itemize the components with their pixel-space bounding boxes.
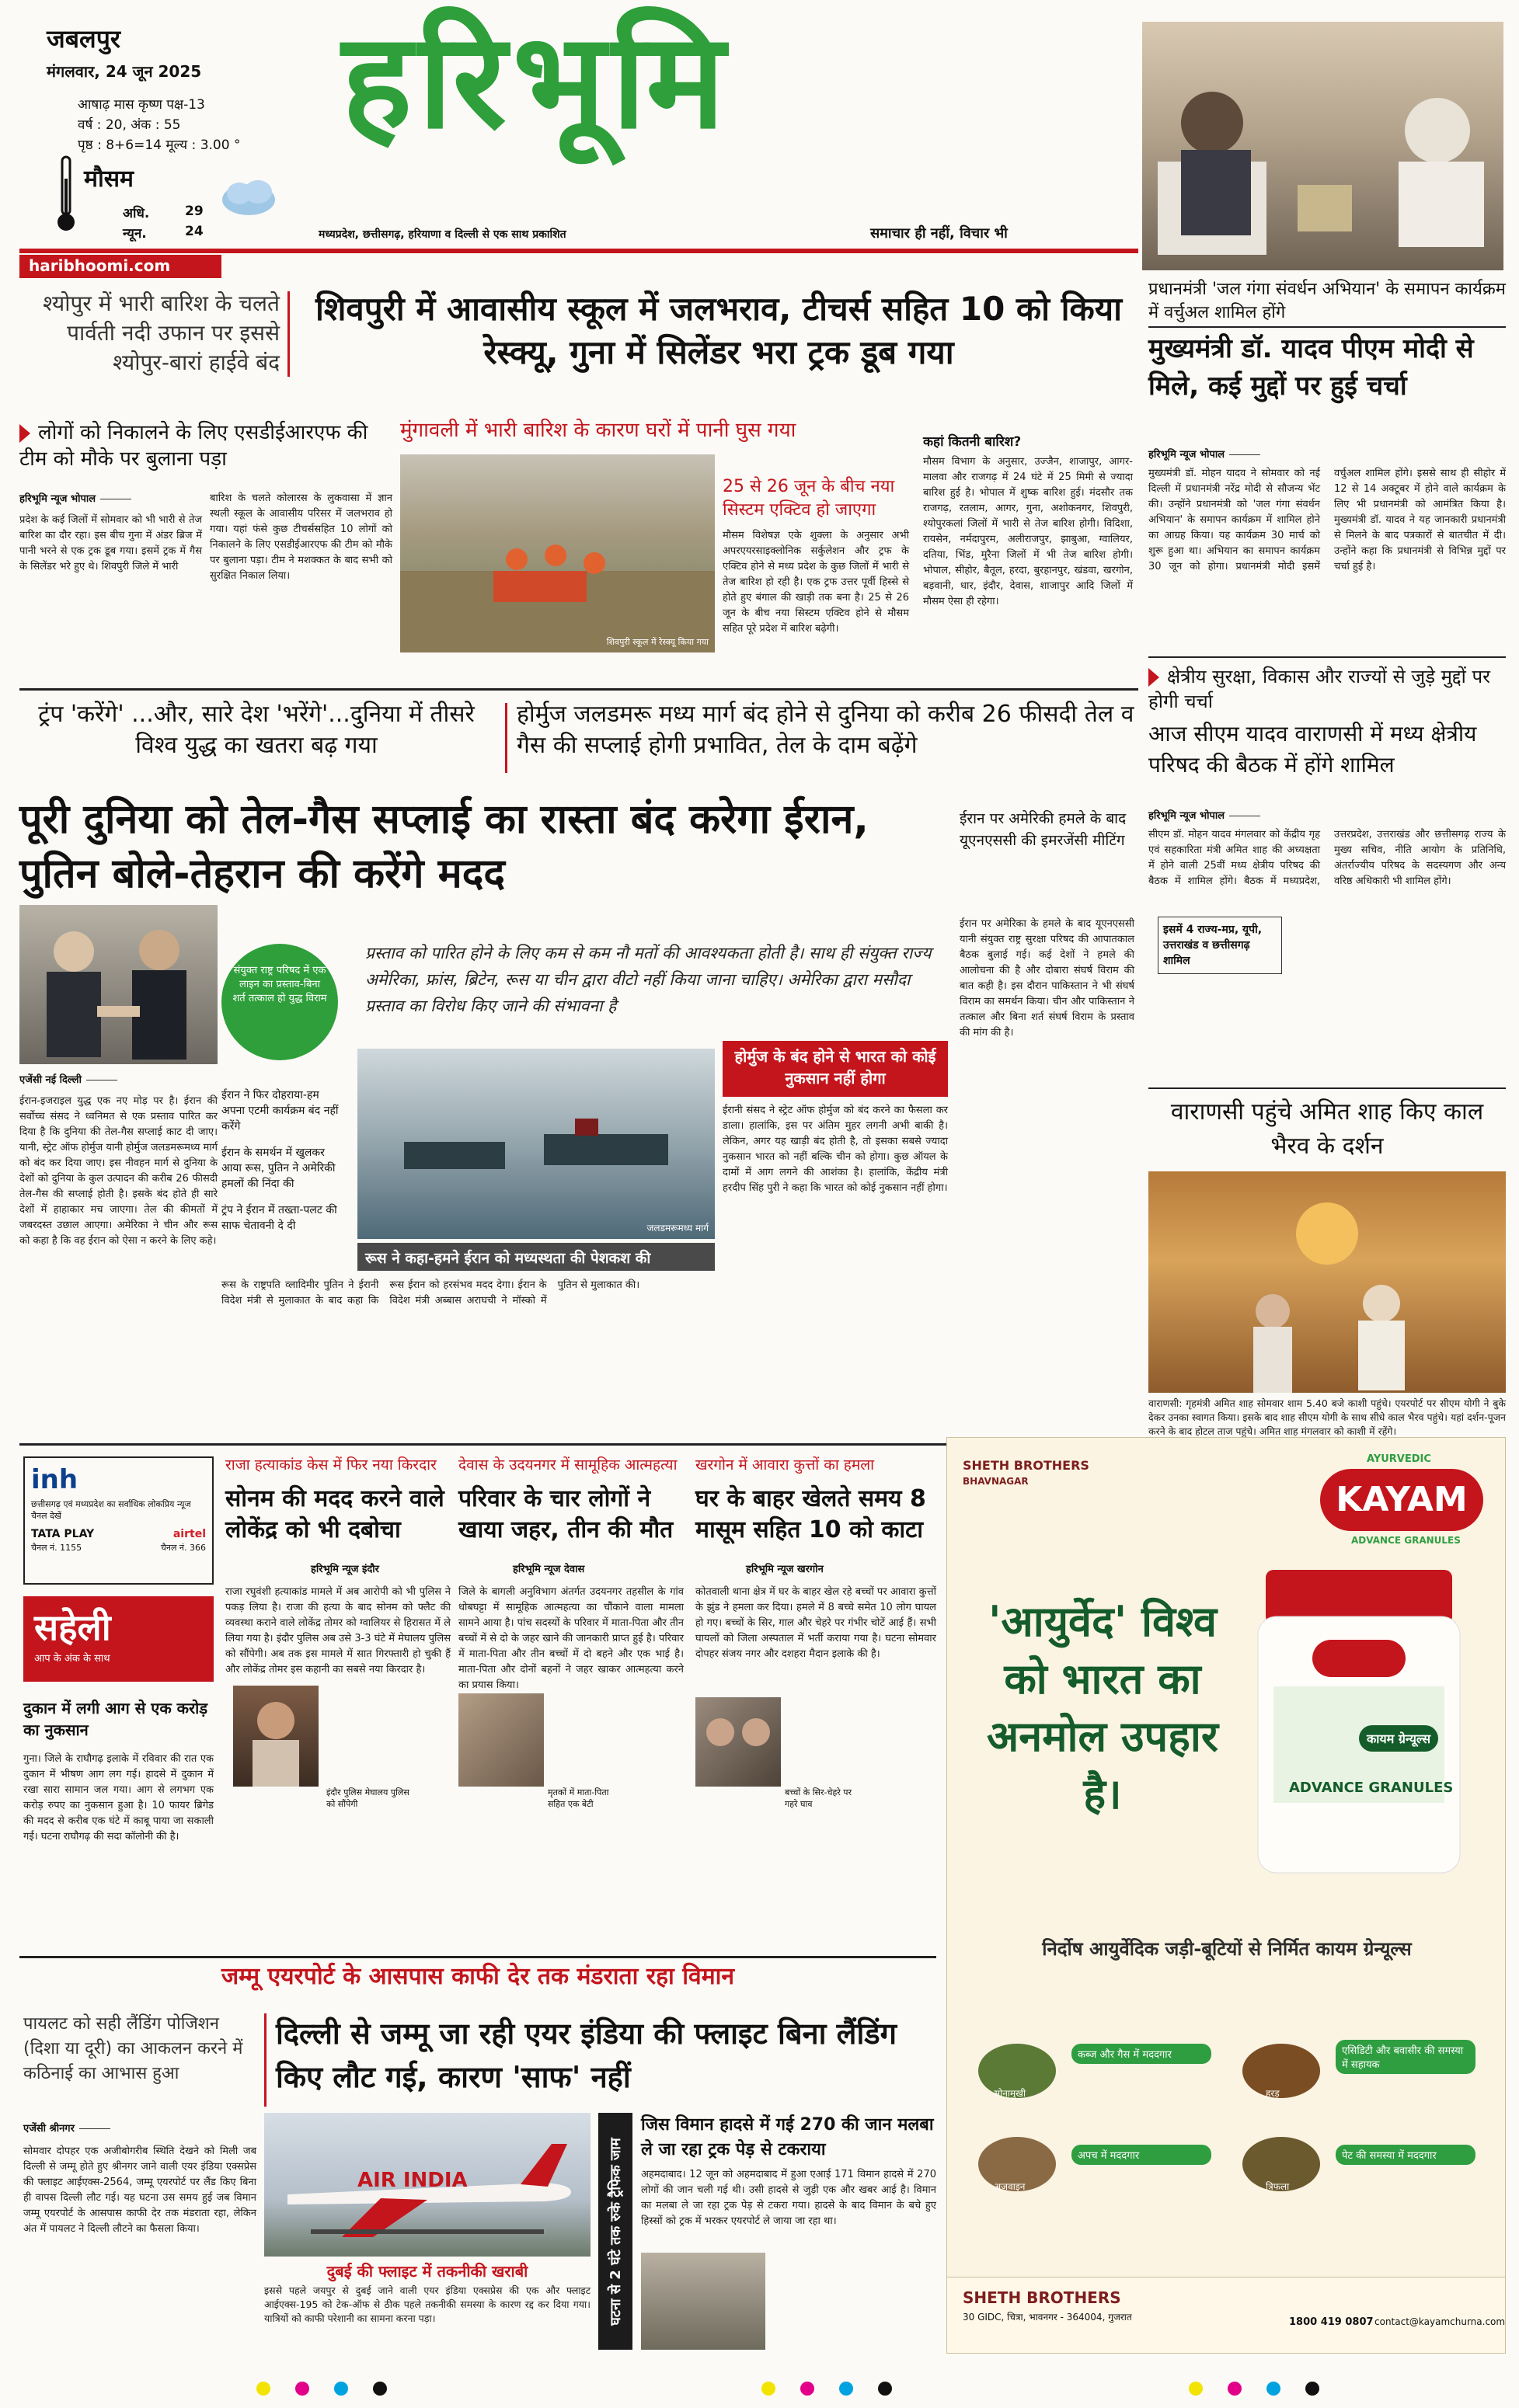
ships-caption: जलडमरूमध्य मार्ग bbox=[646, 1223, 709, 1234]
hormuz-box: होर्मुज के बंद होने से भारत को कोई नुकसान नहीं होगा bbox=[723, 1041, 948, 1097]
divider bbox=[287, 291, 290, 377]
jar-label: कायम ग्रेन्यूल्स bbox=[1359, 1725, 1438, 1752]
varanasi-headline: वाराणसी पहुंचे अमित शाह किए काल भैरव के दर्शन bbox=[1170, 1098, 1484, 1160]
herb-2 bbox=[1235, 2028, 1483, 2106]
dubai-body: इससे पहले जयपुर से दुबई जाने वाली एयर इंडिया एक्सप्रेस की एक और फ्लाइट आईएक्स-195 को टेक-ऑफ से ठीक पहले तकनीकी समस्या के कारण रद्द कर दिया गया। यात्रियों को काफी परेशानी का सामना करना पड़ा। bbox=[264, 2284, 591, 2324]
divider bbox=[1148, 656, 1506, 658]
jammu-byline: एजेंसी श्रीनगर bbox=[23, 2121, 110, 2135]
divider bbox=[1148, 326, 1506, 328]
un-body: ईरान पर अमेरिका के हमले के बाद यूएनएससी यानी संयुक्त राष्ट्र सुरक्षा परिषद की आपातकाल बैठक बुलाई गई। कई देशों ने हमले की आलोचना की है और दोबारा संघर्ष विराम की बात कही है। इस दौरान पाकिस्तान ने भी संघर्ष विराम का समर्थन किया। चीन और पाकिस्तान ने तत्काल और बिना शर्त संघर्ष विराम के प्रस्ताव की मांग की है। bbox=[960, 918, 1134, 1039]
herb-1 bbox=[970, 2028, 1219, 2106]
min-temp-value: 24 bbox=[185, 224, 204, 239]
divider bbox=[19, 1956, 936, 1958]
khargone-caption: बच्चों के सिर-चेहरे पर गहरे घाव bbox=[785, 1787, 852, 1809]
regional-box: इसमें 4 राज्य-मप्र, यूपी, उत्तराखंड व छत्तीसगढ़ शामिल bbox=[1158, 917, 1282, 974]
sonam-body: राजा रघुवंशी हत्याकांड मामले में अब आरोपी को भी पुलिस ने पकड़ लिया है। राजा की हत्या के बाद सोनम को फ्लैट की व्यवस्था कराने वाले लोकेंद्र तोमर को ग्वालियर से हिरासत में ले लिया गया है। इंदौर पुलिस अब उसे 3-3 घंटे में मेघालय पुलिस को सौंपेगी। अब तक इस मामले में सात गिरफ्तारी हो चुकी हैं और लोकेंद्र तोमर इस कहानी का सबसे नया किरदार है। bbox=[225, 1586, 451, 1676]
herb-text: पेट की समस्या में मददगार bbox=[1336, 2145, 1475, 2165]
rain-body: मौसम विभाग के अनुसार, उज्जैन, शाजापुर, आगर-मालवा और राजगढ़ में 24 घंटे में 25 मिमी से ज्यादा बारिश हुई है। भोपाल में शुष्क बारिश हुई। मंदसौर तक राजगढ़, रतलाम, आगर, गुना, अशोकनगर, शिवपुरी, श्योपुरकलां जिलों में भारी से तेज बारिश होगी। विदिशा, रायसेन, नर्मदापुरम, अलीराजपुर, झाबुआ, ग्वालियर, दतिया, भिंड, मुरैना जिलों में भी तेज बारिश होगी। भोपाल, सीहोर, बैतूल, हरदा, बुरहानपुर, खंडवा, खरगोन, बड़वानी, धार, इंदौर, देवास, शाजापुर आदि जिलों में मौसम ऐसा ही रहेगा। bbox=[923, 456, 1133, 607]
inh-desc: छत्तीसगढ़ एवं मध्यप्रदेश का सर्वाधिक लोकप्रिय न्यूज चैनल देखें bbox=[31, 1499, 191, 1521]
truck-headline: जिस विमान हादसे में गई 270 की जान मलबा ले जा रहा ट्रक पेड़ से टकराया bbox=[641, 2115, 934, 2159]
divider bbox=[505, 703, 507, 773]
divider bbox=[1148, 1087, 1506, 1089]
saheli-promo[interactable] bbox=[23, 1596, 214, 1682]
regional-headline: आज सीएम यादव वाराणसी में मध्य क्षेत्रीय परिषद की बैठक में होंगे शामिल bbox=[1148, 721, 1477, 778]
kayam-ad[interactable] bbox=[946, 1437, 1506, 2354]
masthead bbox=[0, 0, 1519, 280]
herb-name: हरड़ bbox=[1266, 2088, 1280, 2099]
herb-text: अपच में मददगार bbox=[1071, 2145, 1211, 2165]
sheopur-side-head: श्योपुर में भारी बारिश के चलते पार्वती नदी उफान पर इससे श्योपुर-बारां हाईवे बंद bbox=[43, 291, 280, 375]
mungaoli-photo-head: मुंगावली में भारी बारिश के कारण घरों में पानी घुस गया bbox=[400, 419, 796, 442]
masthead-city: जबलपुर bbox=[47, 24, 120, 54]
shivpuri-headline: शिवपुरी में आवासीय स्कूल में जलभराव, टीचर्स सहित 10 को किया रेस्क्यू, गुना में सिलेंडर भरा ट्रक डूब गया bbox=[315, 290, 1123, 371]
varanasi-caption: वाराणसी: गृहमंत्री अमित शाह सोमवार शाम 5.40 बजे काशी पहुंचे। एयरपोर्ट पर सीएम योगी ने बुके देकर उनका स्वागत किया। इसके बाद शाह सीएम योगी के साथ सीधे काल भैरव पहुंचे। यहां दर्शन-पूजन करने के बाद होटल ताज पहुंचे। अमित शाह मंगलवार को काशी में रहेंगे। bbox=[1148, 1397, 1506, 1437]
jammu-side-head: पायलट को सही लैंडिंग पोजिशन (दिशा या दूरी) का आकलन करने में कठिनाई का आभास हुआ bbox=[23, 2014, 243, 2083]
footer-address: 30 GIDC, चित्रा, भावनगर - 364004, गुजरात bbox=[963, 2312, 1132, 2323]
masthead-volume: वर्ष : 20, अंक : 55 bbox=[78, 117, 181, 133]
ad-slogan: 'आयुर्वेद' विश्व को भारत का अनमोल उपहार है। bbox=[987, 1597, 1218, 1818]
kayam-logo: KAYAM bbox=[1320, 1469, 1483, 1531]
footer-email[interactable]: contact@kayamchurna.com bbox=[1374, 2316, 1506, 2327]
kayam-brand-sub: ADVANCE GRANULES bbox=[1351, 1535, 1461, 1546]
varanasi-photo bbox=[1148, 1171, 1506, 1393]
sonam-headline: सोनम की मदद करने वाले लोकेंद्र को भी दबोचा bbox=[225, 1485, 444, 1543]
jammu-body: सोमवार दोपहर एक अजीबोगरीब स्थिति देखने को मिली जब दिल्ली से जम्मू होते हुए श्रीनगर जाने वाली एयर इंडिया एक्सप्रेस की फ्लाइट आईएक्स-2564, जम्मू एयरपोर्ट पर लैंड किए बिना ही वापस दिल्ली लौट गई। यह घटना उस समय हुई जब विमान जम्मू एयरपोर्ट के आसपास काफी देर तक मंडराता रहा, लेकिन अंत में पायलट ने दिल्ली लौटने का फैसला किया। bbox=[23, 2145, 256, 2235]
max-temp-value: 29 bbox=[185, 204, 204, 219]
vertical-text: घटना से 2 घंटे तक रुके ट्रैफिक जाम bbox=[608, 2137, 624, 2326]
sonam-photo bbox=[233, 1686, 319, 1787]
herb-name: अजवाइन bbox=[994, 2181, 1026, 2192]
inh-ad[interactable] bbox=[23, 1456, 214, 1585]
jar-title: ADVANCE GRANULES bbox=[1289, 1780, 1454, 1796]
hormuz-body: ईरानी संसद ने स्ट्रेट ऑफ होर्मुज को बंद करने का फैसला कर डाला। हालांकि, इस पर अंतिम मुहर लगनी अभी बाकी है। लेकिन, अगर यह खाड़ी बंद होती है, तो इसका सबसे ज्यादा नुकसान भारत को नहीं बल्कि चीन को होगा। कुछ ऑयल के दामों में आग लगने की आशंका है। हालांकि, केंद्रीय मंत्री हरदीप सिंह पुरी ने कहा कि भारत को कोई नुकसान नहीं होगा। bbox=[723, 1105, 948, 1194]
red-rule bbox=[19, 249, 1138, 253]
vertical-bar bbox=[598, 2113, 632, 2350]
herb-grid bbox=[970, 2028, 1483, 2207]
truck-body: अहमदाबाद। 12 जून को अहमदाबाद में हुआ एआई 171 विमान हादसे में 270 लोगों की जान चली गई थी। उसी हादसे से जुड़ी एक और खबर आई है। विमान का मलबा ले जा रहा ट्रक पेड़ से टकरा गया। हादसे के बाद विमान के बचे हुए हिस्सों को ट्रक में भरकर एयरपोर्ट ले जाया जा रहा था। bbox=[641, 2169, 936, 2227]
regional-kicker: क्षेत्रीय सुरक्षा, विकास और राज्यों से जुड़े मुद्दों पर होगी चर्चा bbox=[1148, 666, 1490, 712]
shivpuri-byline: हरिभूमि न्यूज भोपाल bbox=[19, 491, 131, 505]
sdrf-subhead: लोगों को निकालने के लिए एसडीईआरएफ की टीम को मौके पर बुलाना पड़ा bbox=[19, 421, 368, 471]
un-circle: संयुक्त राष्ट्र परिषद में एक लाइन का प्रस्ताव-बिना शर्त तत्काल हो युद्ध विराम bbox=[221, 944, 338, 1060]
ships-photo bbox=[357, 1049, 715, 1239]
herb-name: सोनामुखी bbox=[994, 2088, 1026, 2099]
dewas-byline: हरिभूमि न्यूज देवास bbox=[513, 1564, 585, 1575]
fire-headline: दुकान में लगी आग से एक करोड़ का नुकसान bbox=[23, 1699, 208, 1739]
arrow-icon bbox=[1148, 668, 1159, 687]
regional-byline: हरिभूमि न्यूज भोपाल bbox=[1148, 808, 1260, 822]
rain-head: कहां कितनी बारिश? bbox=[923, 434, 1022, 450]
side-note: ईरान के समर्थन में खुलकर आया रूस, पुतिन ने अमेरिकी हमलों की निंदा की bbox=[221, 1147, 336, 1190]
ad-footer bbox=[947, 2277, 1506, 2354]
russia-bar: रूस ने कहा-हमने ईरान को मध्यस्थता की पेशकश की bbox=[357, 1243, 715, 1271]
herb-text: कब्ज और गैस में मददगार bbox=[1071, 2044, 1211, 2064]
thermometer-icon bbox=[56, 155, 76, 233]
un-head: ईरान पर अमेरिकी हमले के बाद यूएनएससी की इमरजेंसी मीटिंग bbox=[960, 810, 1127, 849]
dewas-caption: मृतकों में माता-पिता सहित एक बेटी bbox=[548, 1787, 609, 1809]
plane-text: AIR INDIA bbox=[357, 2169, 468, 2192]
dubai-head: दुबई की फ्लाइट में तकनीकी खराबी bbox=[326, 2262, 528, 2281]
airtel-logo: airtel bbox=[172, 1528, 206, 1540]
ad-line: निर्दोष आयुर्वेदिक जड़ी-बूटियों से निर्मित कायम ग्रेन्यूल्स bbox=[1042, 1938, 1412, 1960]
khargone-headline: घर के बाहर खेलते समय 8 मासूम सहित 10 को काटा bbox=[695, 1485, 926, 1543]
iran-byline: एजेंसी नई दिल्ली bbox=[19, 1072, 117, 1086]
iran-headline: पूरी दुनिया को तेल-गैस सप्लाई का रास्ता बंद करेगा ईरान, पुतिन बोले-तेहरान की करेंगे मदद bbox=[19, 796, 869, 897]
putin-photo bbox=[19, 905, 218, 1064]
modi-yadav-photo bbox=[1142, 22, 1503, 270]
iran-kicker: ट्रंप 'करेंगे' ...और, सारे देश 'भरेंगे'...दुनिया में तीसरे विश्व युद्ध का खतरा बढ़ गया bbox=[38, 701, 475, 759]
rescue-photo bbox=[400, 454, 715, 652]
dewas-body: जिले के बागली अनुविभाग अंतर्गत उदयनगर तहसील के गांव धोबघट्टा में सामूहिक आत्महत्या का चौंकाने वाला मामला सामने आया है। पांच सदस्यों के परिवार में माता-पिता और तीन बच्चों में से दो के जहर खाने की जानकारी प्राप्त हुई है। परिवार में माता-पिता और तीन बच्चों में दो बहने और एक भाई है। माता-पिता और दोनों बहनों ने जहर खाकर आत्महत्या करने का प्रयास किया। bbox=[458, 1586, 684, 1691]
ad-company-logo: SHETH BROTHERS BHAVNAGAR bbox=[963, 1458, 1089, 1487]
inh-logo: inh bbox=[31, 1464, 78, 1495]
registration-marks bbox=[0, 2377, 1519, 2400]
pm-headline: मुख्यमंत्री डॉ. यादव पीएम मोदी से मिले, कई मुद्दों पर हुई चर्चा bbox=[1148, 333, 1474, 402]
sonam-caption: इंदौर पुलिस मेघालय पुलिस को सौंपेगी bbox=[326, 1787, 409, 1809]
sonam-kicker: राजा हत्याकांड केस में फिर नया किरदार bbox=[225, 1456, 437, 1474]
kayam-jar bbox=[1242, 1570, 1475, 1881]
khargone-body: कोतवाली थाना क्षेत्र में घर के बाहर खेल रहे बच्चों पर आवारा कुत्तों के झुंड ने हमला कर दिया। हमले में 8 बच्चे समेत 10 लोग घायल हो गए। बच्चों के सिर, गाल और चेहरे पर गंभीर चोटें आई हैं। सभी घायलों को जिला अस्पताल में भर्ती कराया गया है। घटना सोमवार दोपहर संजय नगर और दशहरा मैदान इलाके की है। bbox=[695, 1586, 936, 1660]
dewas-kicker: देवास के उदयनगर में सामूहिक आत्महत्या bbox=[458, 1456, 678, 1474]
tata-channel: चैनल नं. 1155 bbox=[31, 1543, 82, 1553]
saheli-sub: आप के अंक के साथ bbox=[34, 1653, 110, 1665]
khargone-byline: हरिभूमि न्यूज खरगोन bbox=[746, 1564, 824, 1575]
sonam-byline: हरिभूमि न्यूज इंदौर bbox=[311, 1564, 379, 1575]
masthead-pages-price: पृष्ठ : 8+6=14 मूल्य : 3.00 ° bbox=[78, 137, 241, 153]
jammu-kicker: जम्मू एयरपोर्ट के आसपास काफी देर तक मंडराता रहा विमान bbox=[221, 1963, 735, 1990]
airtel-channel: चैनल नं. 366 bbox=[160, 1543, 206, 1553]
fire-body: गुना। जिले के राघौगढ़ इलाके में रविवार की रात एक दुकान में भीषण आग लग गई। हादसे में दुकान में रखा सारा सामान जल गया। आग से लगभग एक करोड़ रुपए का नुकसान हुआ है। 10 फायर ब्रिगेड की मदद से करीब एक घंटे में काबू पाया जा सकाली गई। घटना राघौगढ़ की सदा कॉलोनी की है। bbox=[23, 1753, 214, 1843]
masthead-subtitle: मध्यप्रदेश, छत्तीसगढ़, हरियाणा व दिल्ली से एक साथ प्रकाशित bbox=[319, 228, 566, 241]
footer-company: SHETH BROTHERS bbox=[963, 2288, 1121, 2307]
iran-side-notes bbox=[221, 1087, 346, 1234]
herb-text: एसिडिटी और बवासीर की समस्या में सहायक bbox=[1336, 2040, 1475, 2074]
jammu-headline: दिल्ली से जम्मू जा रही एयर इंडिया की फ्लाइट बिना लैंडिंग किए लौट गई, कारण 'साफ' नहीं bbox=[276, 2017, 897, 2094]
newspaper-logo[interactable]: हरिभूमि bbox=[342, 5, 732, 158]
max-temp-label: अधि. bbox=[123, 206, 150, 221]
footer-phone[interactable]: 1800 419 0807 bbox=[1289, 2316, 1374, 2328]
cloud-icon bbox=[218, 175, 280, 221]
russia-body: रूस के राष्ट्रपति व्लादिमीर पुतिन ने ईरानी विदेश मंत्री से मुलाकात के बाद कहा कि रूस ईरान को हरसंभव मदद देगा। ईरान के विदेश मंत्री अब्बास अराघची ने मॉस्को में पुतिन से मुलाकात की। bbox=[221, 1279, 640, 1307]
hormuz-deck: होर्मुज जलडमरू मध्य मार्ग बंद होने से दुनिया को करीब 26 फीसदी तेल व गैस की सप्लाई होगी प्रभावित, तेल के दाम बढ़ेंगे bbox=[517, 701, 1134, 759]
pm-byline: हरिभूमि न्यूज भोपाल bbox=[1148, 447, 1260, 461]
tata-play-logo: TATA PLAY bbox=[31, 1528, 95, 1540]
masthead-date: मंगलवार, 24 जून 2025 bbox=[47, 62, 202, 81]
pm-kicker: प्रधानमंत्री 'जल गंगा संवर्धन अभियान' के समापन कार्यक्रम में वर्चुअल शामिल होंगे bbox=[1148, 280, 1506, 322]
divider bbox=[19, 688, 1138, 691]
website-bar[interactable] bbox=[19, 255, 221, 278]
airplane-photo bbox=[264, 2113, 591, 2257]
rescue-photo-caption: शिवपुरी स्कूल में रेस्क्यू किया गया bbox=[606, 637, 709, 647]
iran-quote: प्रस्ताव को पारित होने के लिए कम से कम नौ मतों की आवश्यकता होती है। साथ ही संयुक्त राज्य अमेरिका, फ्रांस, ब्रिटेन, रूस या चीन द्वारा वीटो नहीं किया जाना चाहिए। अमेरिका द्वारा मसौदा प्रस्ताव का विरोध किए जाने की संभावना है bbox=[365, 944, 932, 1015]
arrow-icon bbox=[19, 424, 30, 443]
website-text[interactable]: haribhoomi.com bbox=[29, 256, 171, 275]
khargone-photo bbox=[695, 1697, 781, 1787]
weather-label: मौसम bbox=[84, 165, 134, 193]
dewas-headline: परिवार के चार लोगों ने खाया जहर, तीन की मौत bbox=[458, 1485, 674, 1543]
saheli-logo: सहेली bbox=[34, 1606, 111, 1648]
side-note: ट्रंप ने ईरान में तख्ता-पलट की साफ चेतावनी दे दी bbox=[221, 1204, 337, 1232]
dewas-photo bbox=[458, 1693, 544, 1787]
pm-body: मुख्यमंत्री डॉ. मोहन यादव ने सोमवार को नई दिल्ली में प्रधानमंत्री नरेंद्र मोदी से सौजन्य भेंट की। उन्होंने प्रधानमंत्री को 'जल गंगा संवर्धन अभियान' के समापन कार्यक्रम में शामिल होने का आग्रह किया। यह कार्यक्रम 30 मार्च को शुरू हुआ था। अभियान का समापन कार्यक्रम 30 जून को होगा। प्रधानमंत्री मोदी इसमें वर्चुअल शामिल होंगे। इससे साथ ही सीहोर में 12 से 14 अक्टूबर में होने वाले कार्यक्रम के लिए भी प्रधानमंत्री को आमंत्रित किया है। मुख्यमंत्री डॉ. यादव ने यह जानकारी प्रधानमंत्री से मिलने के बाद पत्रकारों से बातचीत में दी। उन्होंने कहा कि प्रधानमंत्री से विभिन्न मुद्दों पर चर्चा हुई है। bbox=[1148, 468, 1506, 572]
herb-name: त्रिफला bbox=[1266, 2181, 1290, 2192]
regional-body: सीएम डॉ. मोहन यादव मंगलवार को केंद्रीय गृह एवं सहकारिता मंत्री अमित शाह की अध्यक्षता में होने वाली 25वीं मध्य क्षेत्रीय परिषद की बैठक में शामिल होंगे। बैठक में मध्यप्रदेश, उत्तरप्रदेश, उत्तराखंड और छत्तीसगढ़ राज्य के मुख्य सचिव, नीति आयोग के प्रतिनिधि, अंतर्राज्यीय परिषद के सदस्यगण और अन्य वरिष्ठ अधिकारी भी शामिल होंगे। bbox=[1148, 829, 1506, 887]
masthead-hindi-date: आषाढ़ मास कृष्ण पक्ष-13 bbox=[78, 97, 205, 113]
herb-4 bbox=[1235, 2121, 1483, 2199]
system-head: 25 से 26 जून के बीच नया सिस्टम एक्टिव हो जाएगा bbox=[723, 477, 895, 520]
min-temp-label: न्यून. bbox=[123, 226, 147, 242]
truck-photo bbox=[641, 2253, 765, 2350]
khargone-kicker: खरगोन में आवारा कुत्तों का हमला bbox=[695, 1456, 875, 1474]
herb-3 bbox=[970, 2121, 1219, 2199]
side-note: ईरान ने फिर दोहराया-हम अपना एटमी कार्यक्रम बंद नहीं करेंगे bbox=[221, 1089, 339, 1133]
masthead-tagline: समाचार ही नहीं, विचार भी bbox=[870, 225, 1008, 242]
system-body: मौसम विशेषज्ञ एके शुक्ला के अनुसार अभी अपरएयरसाइक्लोनिक सर्कुलेशन और ट्रफ के एक्टिव होने से मध्य प्रदेश के कुछ जिलों में भारी से तेज बारिश हो रही है। एक ट्रफ उत्तर पूर्वी हिस्से से होते हुए बंगाल की खाड़ी तक बना है। 25 से 26 जून के बीच नया सिस्टम एक्टिव होने से मौसम सहित पूरे प्रदेश में बारिश बढ़ेगी। bbox=[723, 530, 909, 635]
shivpuri-body-left: प्रदेश के कई जिलों में सोमवार को भी भारी से तेज बारिश का दौर रहा। इस बीच गुना में अंडर ब्रिज में पानी भरने से एक ट्रक डूब गया। इसमें ट्रक में गैस के सिलेंडर भरे हुए थे। शिवपुरी जिले में भारी bbox=[19, 514, 202, 572]
iran-body: ईरान-इजराइल युद्ध एक नए मोड़ पर है। ईरान की सर्वोच्च संसद ने ध्वनिमत से एक प्रस्ताव पारित कर दिया है कि दुनिया की तेल-गैस सप्लाई काट दी जाए। यानी, स्ट्रेट ऑफ होर्मुज यानी होर्मुज जलडमरूमध्य मार्ग को बंद कर दिया जाए। इस नीवहन मार्ग से दुनिया के देशों को दुनिया के कुल उत्पादन की करीब 26 फीसदी तेल-गैस की सप्लाई होती है। इसके बंद होते ही सारे देशों में हाहाकार मच जाएगा। तेल की कीमतों में जबरदस्त उछाल आएगा। अमेरिका ने चीन और रूस को कहा है कि वह ईरान को ऐसा न करने के लिए कहे। bbox=[19, 1095, 218, 1247]
shivpuri-body-mid: बारिश के चलते कोलारस के लुकवासा में ज्ञान स्थली स्कूल के आवासीय परिसर में जलभराव हो गया। यहां फंसे कुछ टीचर्ससहित 10 लोगों को निकालने के लिए एसडीईआरएफ की टीम को मौके पर बुलाना पड़ा। टीम ने मशक्कत के बाद सभी को सुरक्षित निकाल लिया। bbox=[210, 492, 392, 582]
divider bbox=[264, 2013, 267, 2107]
kayam-brand-top: AYURVEDIC bbox=[1367, 1453, 1431, 1465]
